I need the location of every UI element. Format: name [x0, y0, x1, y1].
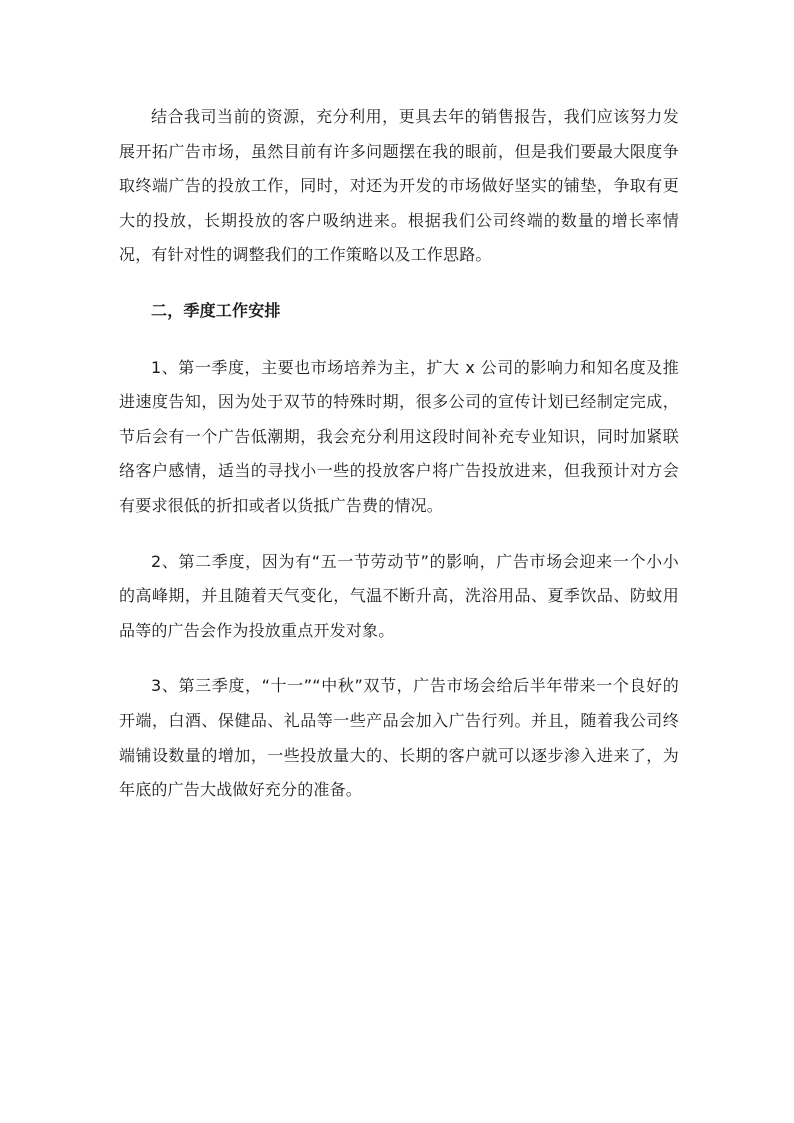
section-heading: 二，季度工作安排: [151, 300, 281, 320]
document-body: [119, 100, 679, 808]
q1-paragraph: 1、第一季度，主要也市场培养为主，扩大 x 公司的影响力和知名度及推进速度告知，因为处于双节的特殊时期，很多公司的宣传计划已经制定完成，节后会有一个广告低潮期，我会充分利用这段时间补充专业知识，同时加紧联络客户感情，适当的寻找小一些的投放客户将广告投放进来，但我预计对方会有要求很低的折扣或者以货抵广告费的情况。: [119, 357, 679, 515]
q2-paragraph: 2、第二季度，因为有“五一节劳动节”的影响，广告市场会迎来一个小小的高峰期，并且随着天气变化，气温不断升高，洗浴用品、夏季饮品、防蚊用品等的广告会作为投放重点开发对象。: [119, 551, 679, 640]
q3-paragraph: 3、第三季度，“十一”“中秋”双节，广告市场会给后半年带来一个良好的开端，白酒、保健品、礼品等一些产品会加入广告行列。并且，随着我公司终端铺设数量的增加，一些投放量大的、长期的客户就可以逐步渗入进来了，为年底的广告大战做好充分的准备。: [119, 676, 679, 800]
intro-paragraph: 结合我司当前的资源，充分利用，更具去年的销售报告，我们应该努力发展开拓广告市场，虽然目前有许多问题摆在我的眼前，但是我们要最大限度争取终端广告的投放工作，同时，对还为开发的市场做好坚实的铺垫，争取有更大的投放，长期投放的客户吸纳进来。根据我们公司终端的数量的增长率情况，有针对性的调整我们的工作策略以及工作思路。: [119, 107, 679, 265]
